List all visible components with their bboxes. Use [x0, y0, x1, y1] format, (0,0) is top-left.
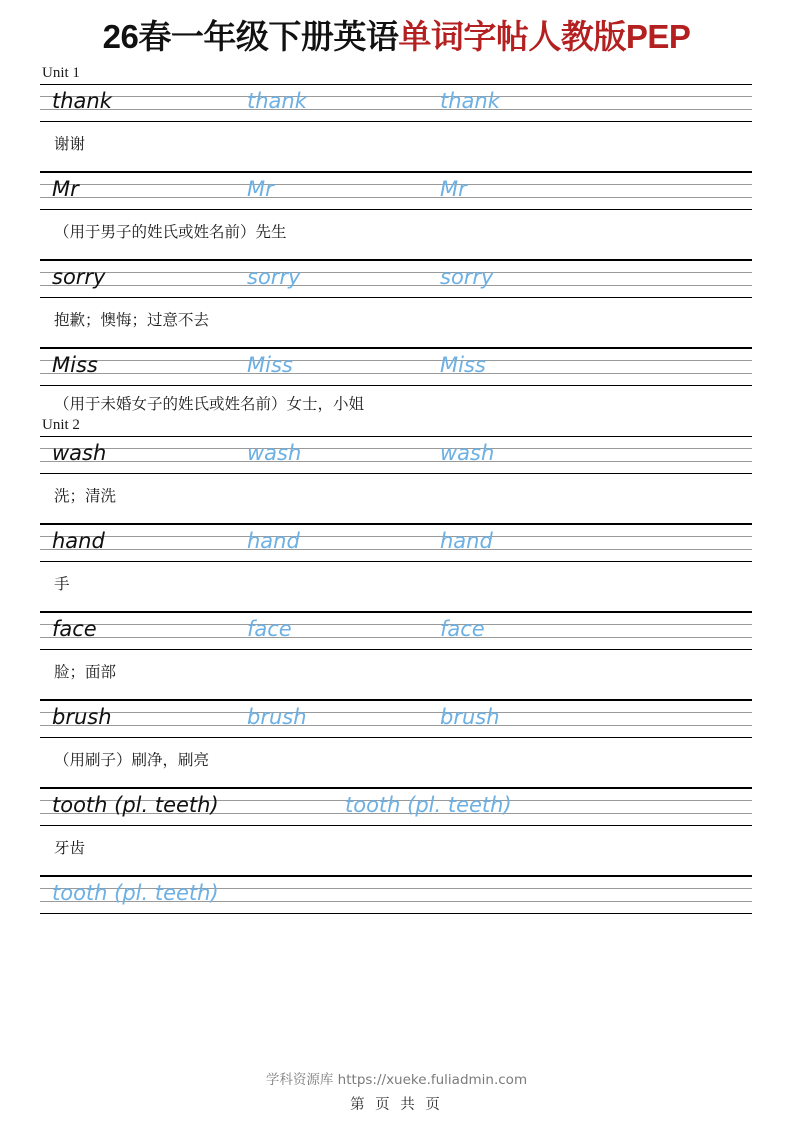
word-trace-2: Miss: [440, 353, 486, 377]
word-trace-1: sorry: [247, 265, 301, 289]
writing-row[interactable]: [40, 348, 754, 386]
meaning-row: [40, 562, 754, 612]
word-written: Miss: [52, 353, 98, 377]
word-trace-2: wash: [440, 441, 495, 465]
meaning-text: 手: [54, 575, 70, 593]
word-trace-1: tooth (pl. teeth): [52, 881, 219, 905]
meaning-row: [40, 650, 754, 700]
writing-row-continuation[interactable]: [40, 876, 754, 914]
word-trace-2: thank: [440, 89, 500, 113]
writing-slots: [40, 612, 754, 650]
word-trace-2: Mr: [440, 177, 467, 201]
meaning-text: （用于未婚女子的姓氏或姓名前）女士，小姐: [54, 395, 365, 413]
word-trace-1: Mr: [247, 177, 274, 201]
writing-slots: [40, 260, 754, 298]
writing-row[interactable]: [40, 700, 754, 738]
meaning-row: [40, 826, 754, 876]
word-written: tooth (pl. teeth): [52, 793, 219, 817]
writing-slots: [40, 436, 754, 474]
meaning-row: [40, 298, 754, 348]
word-trace-1: thank: [247, 89, 307, 113]
word-trace-1: Miss: [247, 353, 293, 377]
word-written: Mr: [52, 177, 79, 201]
footer-source: 学科资源库 https://xueke.fuliadmin.com: [265, 1072, 528, 1088]
meaning-text: 洗；清洗: [54, 487, 117, 505]
word-trace-2: sorry: [440, 265, 494, 289]
word-trace-1: hand: [247, 529, 300, 553]
word-trace-2: face: [440, 617, 485, 641]
meaning-text: 脸；面部: [54, 663, 117, 681]
meaning-text: 牙齿: [54, 839, 86, 857]
word-written: brush: [52, 705, 112, 729]
writing-slots: [40, 700, 754, 738]
footer-pager: 第 页 共 页: [350, 1097, 443, 1113]
word-trace-1: wash: [247, 441, 302, 465]
word-trace-1: face: [247, 617, 292, 641]
word-written: sorry: [52, 265, 106, 289]
word-trace-1: tooth (pl. teeth): [345, 793, 512, 817]
unit-heading-2-wrap: [40, 414, 754, 436]
worksheet-content: [40, 62, 754, 914]
word-written: wash: [52, 441, 107, 465]
page-title: [0, 16, 793, 58]
writing-row[interactable]: [40, 524, 754, 562]
unit-heading-1: Unit 1: [42, 65, 80, 81]
meaning-row: [40, 474, 754, 524]
meaning-row: [40, 738, 754, 788]
meaning-row: [40, 386, 754, 414]
unit-heading-2: Unit 2: [42, 417, 80, 433]
meaning-text: 谢谢: [54, 135, 86, 153]
writing-slots: [40, 172, 754, 210]
writing-slots: [40, 876, 754, 914]
word-written: face: [52, 617, 97, 641]
writing-slots: [40, 84, 754, 122]
word-written: thank: [52, 89, 112, 113]
writing-slots: [40, 788, 754, 826]
writing-row[interactable]: [40, 436, 754, 474]
word-trace-1: brush: [247, 705, 307, 729]
writing-row[interactable]: [40, 612, 754, 650]
page-title-black: 26春一年级下册英语: [102, 18, 399, 55]
writing-slots: [40, 348, 754, 386]
writing-slots: [40, 524, 754, 562]
writing-row[interactable]: [40, 788, 754, 826]
writing-row[interactable]: [40, 260, 754, 298]
meaning-text: （用于男子的姓氏或姓名前）先生: [54, 223, 287, 241]
word-trace-2: hand: [440, 529, 493, 553]
word-trace-2: brush: [440, 705, 500, 729]
meaning-text: 抱歉；懊悔；过意不去: [54, 311, 210, 329]
page-title-red: 单词字帖人教版PEP: [398, 18, 691, 55]
meaning-row: [40, 122, 754, 172]
meaning-row: [40, 210, 754, 260]
writing-row[interactable]: [40, 84, 754, 122]
meaning-text: （用刷子）刷净，刷亮: [54, 751, 210, 769]
word-written: hand: [52, 529, 105, 553]
writing-row[interactable]: [40, 172, 754, 210]
